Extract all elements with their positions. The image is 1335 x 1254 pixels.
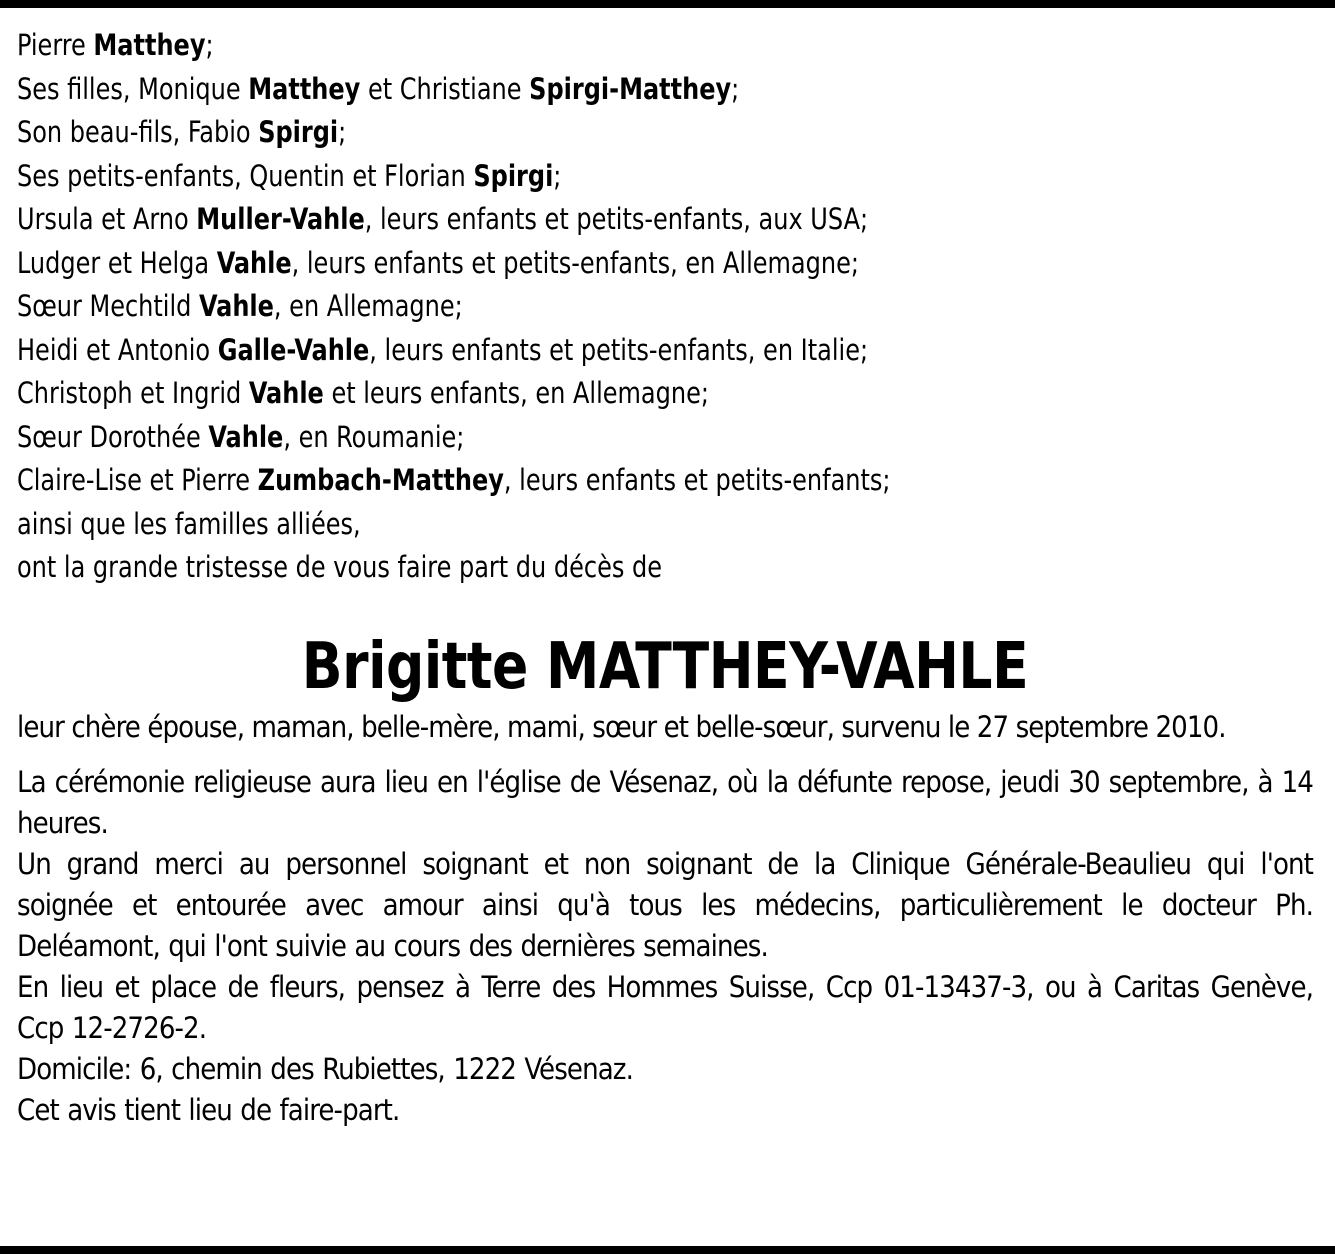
notice-content — [17, 24, 1313, 1131]
family-text: et Christiane — [360, 71, 530, 106]
family-text: , leurs enfants et petits-enfants, en Allemagne; — [291, 245, 859, 280]
top-border-rule — [0, 0, 1335, 8]
family-text: Ursula et Arno — [17, 202, 197, 236]
family-line — [17, 329, 1313, 373]
family-surname: Muller-Vahle — [196, 202, 365, 236]
family-text: , leurs enfants et petits-enfants, aux USA; — [364, 202, 869, 236]
family-line — [17, 198, 1313, 242]
family-text: Pierre — [17, 28, 94, 62]
family-text: ; — [731, 71, 740, 106]
relation-paragraph: leur chère épouse, maman, belle-mère, mami, sœur et belle-sœur, survenu le 27 septembre 2010. — [17, 709, 1226, 744]
family-surname: Galle-Vahle — [217, 332, 370, 367]
family-text: Ses petits-enfants, Quentin et Florian — [17, 158, 474, 193]
family-text: ont la grande tristesse de vous faire part du décès de — [17, 550, 663, 584]
family-text: Heidi et Antonio — [17, 332, 218, 367]
thanks-paragraph: Un grand merci au personnel soignant et non soignant de la Clinique Générale-Beaulieu qui l'ont soignée et entourée avec amour ainsi qu'à tous les médecins, particulièrement le docteur Ph. Deléamont, qui l'ont suivie au cours des dernières semaines. — [17, 846, 1313, 963]
family-text: Ludger et Helga — [17, 245, 217, 280]
family-surname: Spirgi — [473, 158, 554, 193]
family-list — [17, 24, 1313, 590]
family-surname: Matthey — [93, 28, 206, 62]
family-surname: Zumbach-Matthey — [257, 463, 504, 497]
family-text: Christoph et Ingrid — [17, 376, 249, 410]
family-surname: Vahle — [208, 419, 284, 454]
family-text: ; — [205, 28, 214, 62]
family-surname: Spirgi — [258, 115, 339, 149]
family-surname: Vahle — [216, 245, 292, 280]
family-line — [17, 372, 1313, 416]
notice-line: Cet avis tient lieu de faire-part. — [17, 1092, 400, 1127]
family-surname: Vahle — [199, 289, 274, 323]
family-text: , en Roumanie; — [283, 419, 465, 454]
domicile-line: Domicile: 6, chemin des Rubiettes, 1222 Vésenaz. — [17, 1051, 633, 1086]
family-line — [17, 285, 1313, 329]
notice-body — [17, 707, 1313, 1131]
family-text: Claire-Lise et Pierre — [17, 463, 258, 497]
family-surname: Matthey — [248, 71, 361, 106]
donations-paragraph: En lieu et place de fleurs, pensez à Terre des Hommes Suisse, Ccp 01-13437-3, ou à Caritas Genève, Ccp 12-2726-2. — [17, 969, 1313, 1045]
family-line — [17, 68, 1313, 112]
bottom-border-rule — [0, 1246, 1335, 1254]
family-text: Ses filles, Monique — [17, 71, 249, 106]
family-line — [17, 416, 1313, 460]
family-text: , en Allemagne; — [273, 289, 463, 323]
family-line — [17, 155, 1313, 199]
family-text: Son beau-fils, Fabio — [17, 115, 259, 149]
family-text: , leurs enfants et petits-enfants, en Italie; — [369, 332, 869, 367]
family-line — [17, 24, 1313, 68]
family-text: ainsi que les familles alliées, — [17, 506, 361, 541]
family-text: ; — [553, 158, 562, 193]
family-surname: Vahle — [248, 376, 324, 410]
family-line — [17, 459, 1313, 503]
ceremony-paragraph: La cérémonie religieuse aura lieu en l'église de Vésenaz, où la défunte repose, jeudi 30 septembre, à 14 heures. — [17, 764, 1313, 840]
family-text: , leurs enfants et petits-enfants; — [503, 463, 891, 497]
family-text: Sœur Mechtild — [17, 289, 200, 323]
family-text: Sœur Dorothée — [17, 419, 209, 454]
family-line — [17, 111, 1313, 155]
family-text: ; — [338, 115, 347, 149]
deceased-name: Brigitte MATTHEY-VAHLE — [301, 629, 1029, 704]
family-line — [17, 242, 1313, 286]
family-line — [17, 546, 1313, 590]
family-line — [17, 503, 1313, 547]
family-text: et leurs enfants, en Allemagne; — [323, 376, 709, 410]
family-surname: Spirgi-Matthey — [529, 71, 732, 106]
